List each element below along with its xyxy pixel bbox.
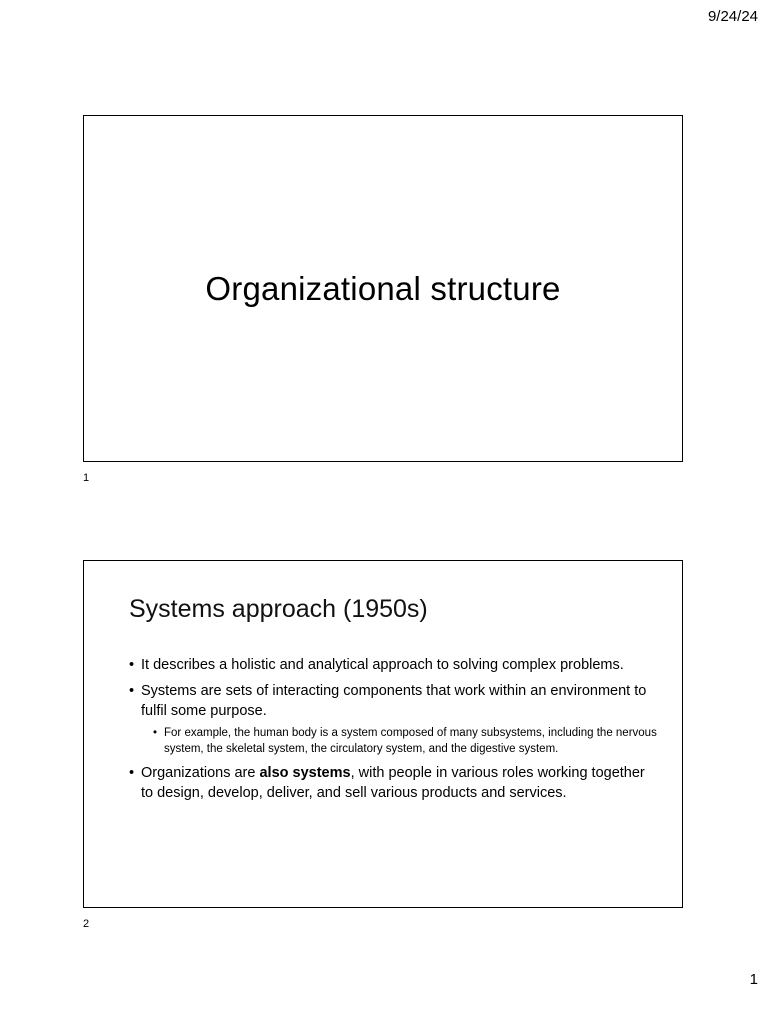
slide-2-number: 2 [83,918,90,930]
page-date: 9/24/24 [707,8,758,25]
bullet-text-bold: also systems [259,765,351,781]
bullet-item [129,763,659,803]
slide-1-title: Organizational structure [205,269,561,307]
slide-2-title: Systems approach (1950s) [129,595,428,623]
slide-1 [83,115,683,462]
bullet-text-after: , with people in various roles working together to design, develop, deliver, and sell various products and services. [141,765,645,801]
bullet-item [129,655,659,675]
sub-bullet-text: For example, the human body is a system composed of many subsystems, including the nervous system, the skeletal system, the circulatory system, and the digestive system. [164,727,657,755]
sub-bullet-list [141,725,659,757]
bullet-text: Systems are sets of interacting components that work within an environment to fulfil some purpose. [141,683,647,719]
slide-2-bullet-list [129,655,659,809]
bullet-text: It describes a holistic and analytical approach to solving complex problems. [141,657,624,673]
slide-1-number: 1 [83,472,90,484]
bullet-text-before: Organizations are [141,765,260,781]
slide-2 [83,560,683,908]
page-number: 1 [749,971,758,988]
sub-bullet-item [153,725,659,757]
bullet-item [129,681,659,757]
